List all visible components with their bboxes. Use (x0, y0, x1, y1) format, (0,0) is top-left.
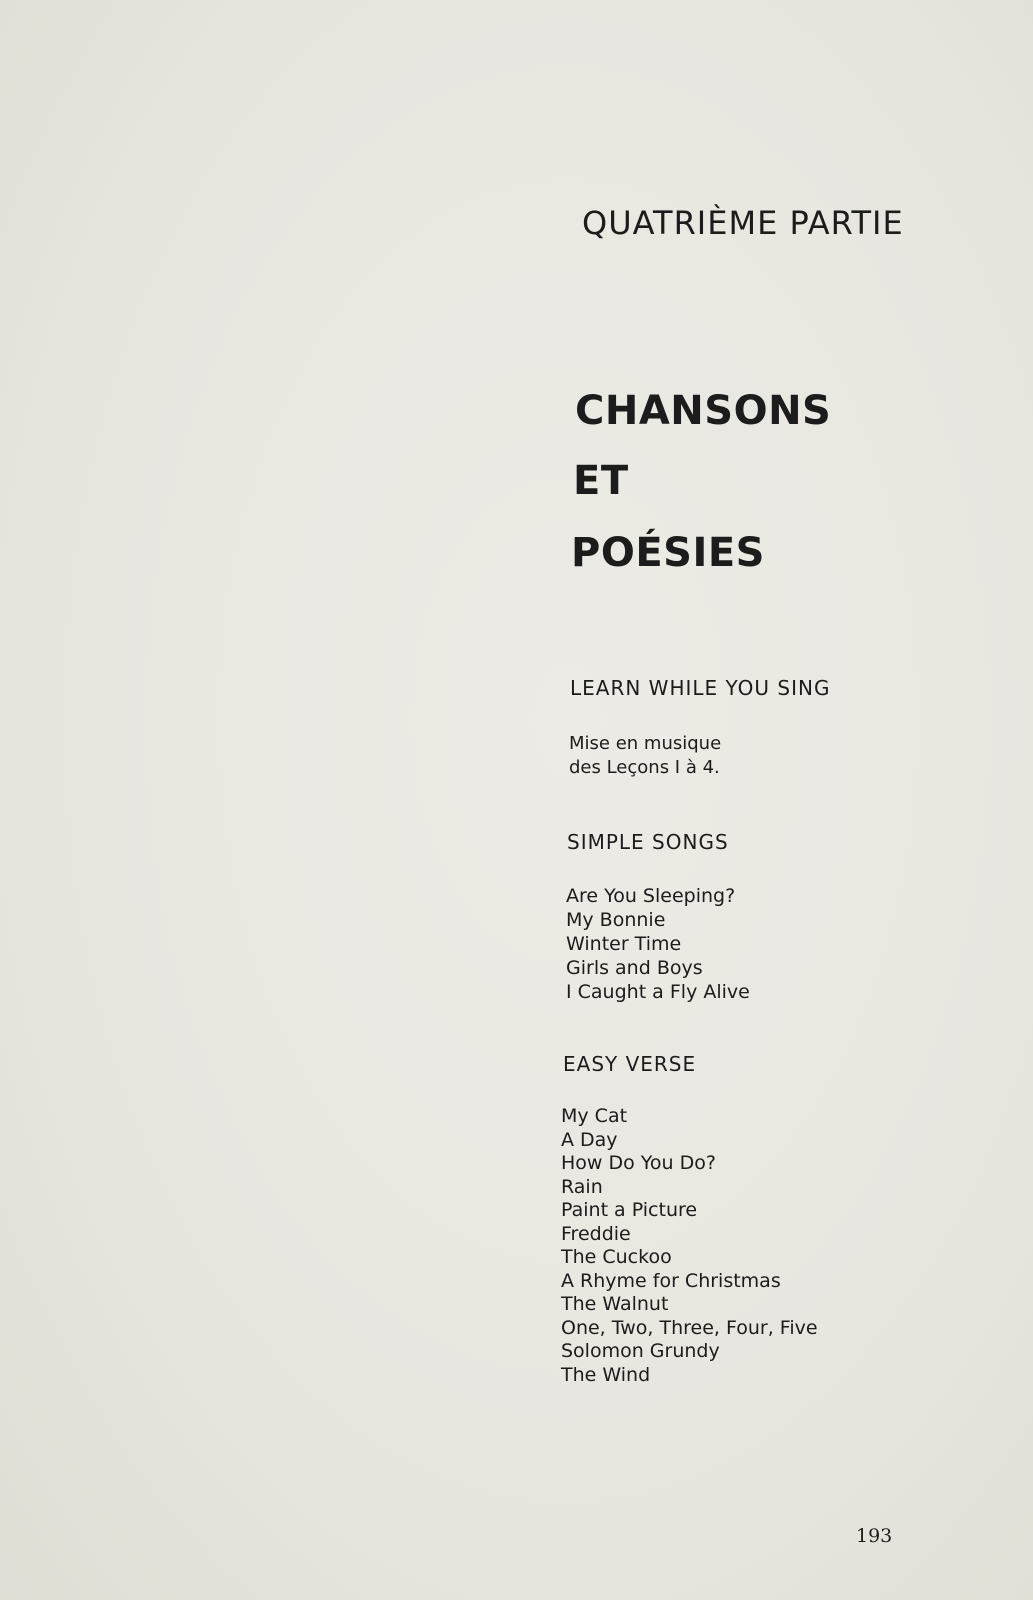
verse-list (561, 1105, 818, 1387)
main-title-line: POÉSIES (571, 530, 765, 576)
list-item: Girls and Boys (566, 957, 703, 979)
list-item: The Wind (561, 1363, 651, 1386)
list-item: My Bonnie (566, 909, 666, 931)
list-item: One, Two, Three, Four, Five (561, 1316, 818, 1339)
description-line: des Leçons I à 4. (569, 757, 720, 778)
section-heading-songs: SIMPLE SONGS (567, 830, 729, 854)
main-title-line: CHANSONS (575, 388, 832, 434)
list-item: Winter Time (566, 933, 682, 955)
songs-list (566, 884, 750, 1004)
page-number: 193 (856, 1525, 893, 1547)
list-item: The Cuckoo (561, 1246, 672, 1268)
list-item: A Day (561, 1128, 618, 1151)
list-item: Freddie (561, 1222, 631, 1245)
list-item: Solomon Grundy (561, 1340, 720, 1362)
list-item: The Walnut (561, 1293, 669, 1315)
list-item: Are You Sleeping? (566, 885, 736, 907)
part-title: QUATRIÈME PARTIE (582, 204, 904, 242)
section-heading-verse: EASY VERSE (563, 1052, 697, 1076)
description-line: Mise en musique (569, 733, 722, 754)
section-description (569, 732, 721, 780)
list-item: Rain (561, 1175, 603, 1198)
main-title-line: ET (573, 458, 629, 504)
section-heading-learn: LEARN WHILE YOU SING (570, 676, 831, 700)
list-item: Paint a Picture (561, 1199, 698, 1221)
list-item: I Caught a Fly Alive (566, 981, 750, 1003)
list-item: A Rhyme for Christmas (561, 1269, 781, 1292)
list-item: My Cat (561, 1105, 628, 1127)
list-item: How Do You Do? (561, 1152, 716, 1174)
